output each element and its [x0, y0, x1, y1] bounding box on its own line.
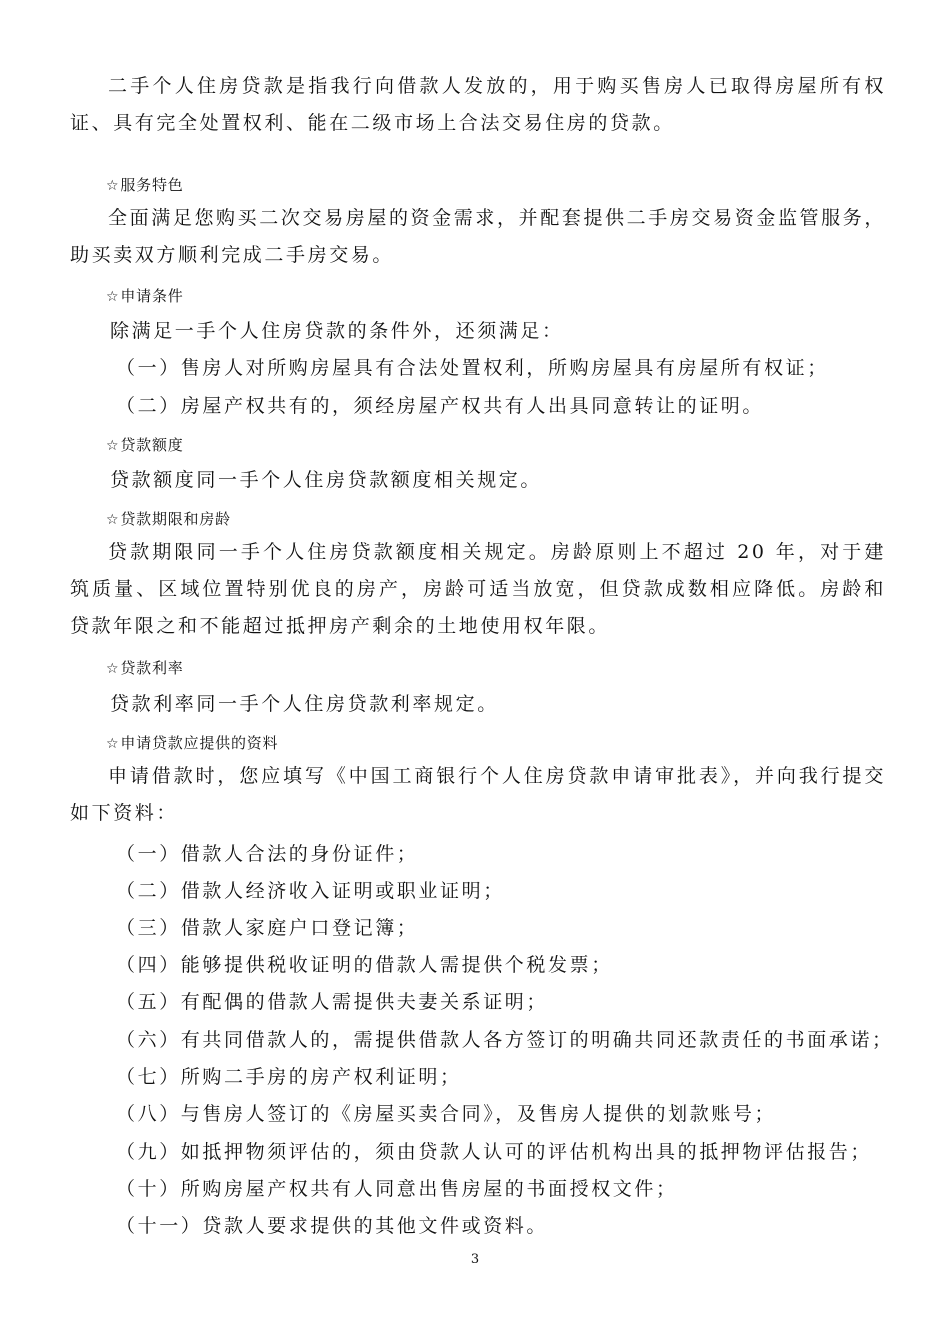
materials-item: （七）所购二手房的房产权利证明；	[116, 1066, 462, 1088]
materials-item: （五）有配偶的借款人需提供夫妻关系证明；	[116, 991, 549, 1013]
section-heading-label: 贷款利率	[120, 659, 184, 677]
intro-paragraph: 二手个人住房贷款是指我行向借款人发放的，用于购买售房人已取得房屋所有权证、具有完全处置权利、能在二级市场上合法交易住房的贷款。	[70, 75, 886, 134]
star-icon: ☆	[106, 289, 120, 305]
materials-item: （一）借款人合法的身份证件；	[116, 843, 419, 865]
features-paragraph: 全面满足您购买二次交易房屋的资金需求，并配套提供二手房交易资金监管服务，助买卖双方顺利完成二手房交易。	[70, 207, 886, 266]
materials-paragraph: 申请借款时，您应填写《中国工商银行个人住房贷款申请审批表》，并向我行提交如下资料：	[70, 765, 886, 824]
materials-item: （十）所购房屋产权共有人同意出售房屋的书面授权文件；	[116, 1178, 678, 1200]
section-heading-rate	[106, 657, 184, 680]
conditions-item: （一）售房人对所购房屋具有合法处置权利，所购房屋具有房屋所有权证；	[116, 357, 829, 379]
materials-item: （四）能够提供税收证明的借款人需提供个税发票；	[116, 954, 613, 976]
term-paragraph: 贷款期限同一手个人住房贷款额度相关规定。房龄原则上不超过 20 年，对于建筑质量、区域位置特别优良的房产，房龄可适当放宽，但贷款成数相应降低。房龄和贷款年限之和不能超过抵押房产剩余的土地使用权年限。	[70, 541, 886, 637]
amount-line: 贷款额度同一手个人住房贷款额度相关规定。	[110, 469, 543, 491]
section-heading-conditions	[106, 285, 184, 308]
section-heading-label: 贷款期限和房龄	[120, 510, 231, 528]
materials-item: （三）借款人家庭户口登记簿；	[116, 917, 419, 939]
section-heading-term	[106, 508, 231, 531]
star-icon: ☆	[106, 178, 120, 194]
section-heading-materials	[106, 732, 278, 755]
materials-item: （二）借款人经济收入证明或职业证明；	[116, 880, 505, 902]
conditions-item: （二）房屋产权共有的，须经房屋产权共有人出具同意转让的证明。	[116, 395, 765, 417]
page-number: 3	[470, 1252, 480, 1267]
materials-item: （八）与售房人签订的《房屋买卖合同》，及售房人提供的划款账号；	[116, 1103, 777, 1125]
section-heading-label: 服务特色	[120, 176, 184, 194]
materials-item: （六）有共同借款人的，需提供借款人各方签订的明确共同还款责任的书面承诺；	[116, 1029, 894, 1051]
materials-item: （九）如抵押物须评估的，须由贷款人认可的评估机构出具的抵押物评估报告；	[116, 1141, 873, 1163]
section-heading-amount	[106, 434, 184, 457]
star-icon: ☆	[106, 661, 120, 677]
conditions-intro-line: 除满足一手个人住房贷款的条件外，还须满足：	[110, 320, 564, 342]
section-heading-label: 申请贷款应提供的资料	[120, 734, 279, 752]
star-icon: ☆	[106, 438, 120, 454]
section-heading-label: 申请条件	[120, 287, 184, 305]
star-icon: ☆	[106, 512, 120, 528]
star-icon: ☆	[106, 736, 120, 752]
section-heading-label: 贷款额度	[120, 436, 184, 454]
rate-line: 贷款利率同一手个人住房贷款利率规定。	[110, 693, 499, 715]
materials-item: （十一）贷款人要求提供的其他文件或资料。	[116, 1215, 549, 1237]
section-heading-features	[106, 174, 184, 197]
